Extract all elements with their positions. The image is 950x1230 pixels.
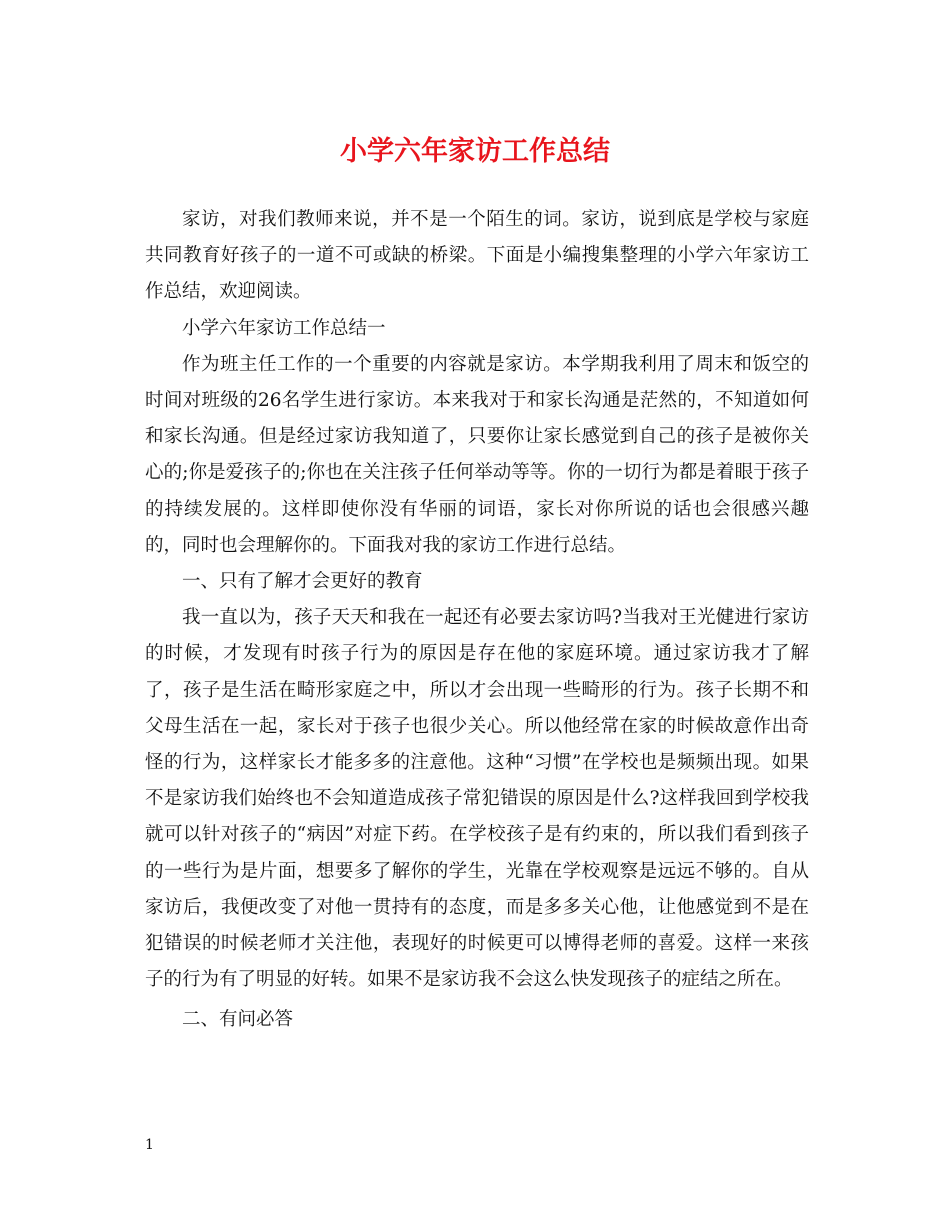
intro-paragraph: 家访，对我们教师来说，并不是一个陌生的词。家访，说到底是学校与家庭共同教育好孩子的一道不可或缺的桥梁。下面是小编搜集整理的小学六年家访工作总结，欢迎阅读。 bbox=[145, 209, 809, 303]
document-body bbox=[145, 202, 809, 1039]
section-heading-understanding: 一、只有了解才会更好的教育 bbox=[182, 571, 423, 593]
page-number: 1 bbox=[145, 1137, 154, 1153]
body-paragraph: 我一直以为，孩子天天和我在一起还有必要去家访吗?当我对王光健进行家访的时候，才发现有时孩子行为的原因是存在他的家庭环境。通过家访我才了解了，孩子是生活在畸形家庭之中，所以才会出现一些畸形的行为。孩子长期不和父母生活在一起，家长对于孩子也很少关心。所以他经常在家的时候故意作出奇怪的行为，这样家长才能多多的注意他。这种“习惯”在学校也是频频出现。如果不是家访我们始终也不会知道造成孩子常犯错误的原因是什么?这样我回到学校我就可以针对孩子的“病因”对症下药。在学校孩子是有约束的，所以我们看到孩子的一些行为是片面，想要多了解你的学生，光靠在学校观察是远远不够的。自从家访后，我便改变了对他一贯持有的态度，而是多多关心他，让他感觉到不是在犯错误的时候老师才关注他，表现好的时候更可以博得老师的喜爱。这样一来孩子的行为有了明显的好转。如果不是家访我不会这么快发现孩子的症结之所在。 bbox=[145, 607, 809, 991]
document-title: 小学六年家访工作总结 bbox=[340, 136, 610, 167]
section-title-summary-one: 小学六年家访工作总结一 bbox=[182, 317, 386, 339]
body-paragraph: 作为班主任工作的一个重要的内容就是家访。本学期我利用了周末和饭空的时间对班级的26名学生进行家访。本来我对于和家长沟通是茫然的，不知道如何和家长沟通。但是经过家访我知道了，只要你让家长感觉到自己的孩子是被你关心的;你是爱孩子的;你也在关注孩子任何举动等等。你的一切行为都是着眼于孩子的持续发展的。这样即使你没有华丽的词语，家长对你所说的话也会很感兴趣的，同时也会理解你的。下面我对我的家访工作进行总结。 bbox=[145, 353, 809, 556]
section-heading-answers: 二、有问必答 bbox=[182, 1009, 294, 1031]
